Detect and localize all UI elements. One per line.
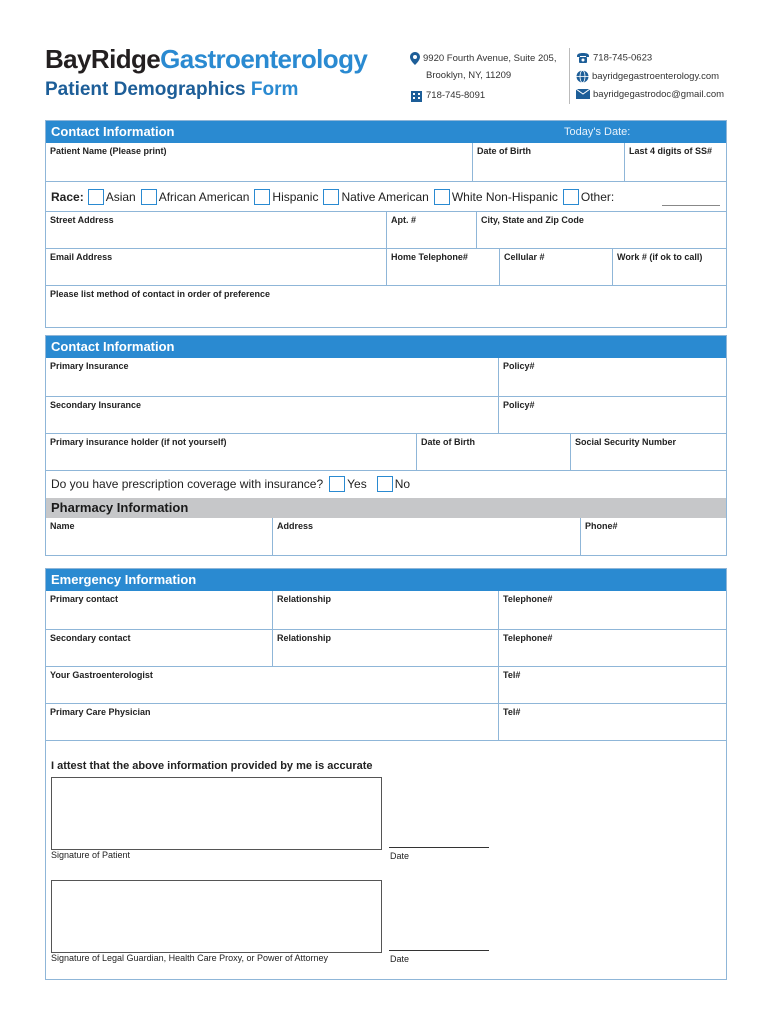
secondary-policy-field[interactable] xyxy=(498,397,727,434)
rx-checkbox-yes[interactable] xyxy=(329,476,345,492)
email-label: Email Address xyxy=(50,252,113,262)
primary-policy-field[interactable] xyxy=(498,358,727,396)
insurance-holder-field[interactable] xyxy=(46,434,416,471)
work-phone-label: Work # (if ok to call) xyxy=(617,252,703,262)
patient-name-field[interactable] xyxy=(46,143,472,181)
gastroenterologist-row xyxy=(46,666,726,704)
envelope-icon xyxy=(576,89,590,99)
ssn-last4-label: Last 4 digits of SS# xyxy=(629,146,713,156)
fax-line xyxy=(410,89,485,102)
logo-part-2: Gastroenterology xyxy=(160,44,368,74)
primary-contact-row xyxy=(46,591,726,629)
race-options xyxy=(51,189,619,205)
address-row xyxy=(46,211,726,249)
pharmacy-phone-field[interactable] xyxy=(580,518,727,555)
secondary-contact-row xyxy=(46,629,726,667)
city-state-zip-label: City, State and Zip Code xyxy=(481,215,584,225)
emergency-information-section xyxy=(45,568,727,980)
secondary-telephone-label: Telephone# xyxy=(503,633,553,643)
pharmacy-address-label: Address xyxy=(277,521,314,531)
apt-label: Apt. # xyxy=(391,215,417,225)
prescription-coverage-row xyxy=(46,470,726,499)
patient-date-line[interactable] xyxy=(389,847,489,848)
secondary-relationship-field[interactable] xyxy=(272,630,499,667)
race-option-label: African American xyxy=(158,190,250,204)
secondary-insurance-label: Secondary Insurance xyxy=(50,400,142,410)
insurance-section xyxy=(45,335,727,556)
race-other-line[interactable] xyxy=(662,205,720,206)
insurance-section-header xyxy=(46,336,726,358)
contact-method-field[interactable] xyxy=(46,286,726,328)
pharmacy-name-field[interactable] xyxy=(46,518,272,555)
pcp-label: Primary Care Physician xyxy=(50,707,151,717)
contact-section-header xyxy=(46,121,726,143)
prescription-options xyxy=(51,476,415,492)
insurance-holder-label: Primary insurance holder (if not yourself) xyxy=(50,437,227,447)
race-option-hispanic[interactable] xyxy=(254,189,318,205)
address-line-2: Brooklyn, NY, 11209 xyxy=(426,70,512,81)
primary-insurance-row xyxy=(46,358,726,396)
email-line xyxy=(576,89,724,101)
primary-insurance-field[interactable] xyxy=(46,358,498,396)
primary-contact-field[interactable] xyxy=(46,591,272,629)
primary-insurance-label: Primary Insurance xyxy=(50,361,129,371)
phone-icon xyxy=(576,52,590,64)
holder-dob-field[interactable] xyxy=(416,434,571,471)
guardian-signature-box[interactable] xyxy=(51,880,382,953)
rx-option-no[interactable] xyxy=(377,476,410,492)
logo-part-1: BayRidge xyxy=(45,44,161,74)
secondary-policy-label: Policy# xyxy=(503,400,535,410)
primary-telephone-label: Telephone# xyxy=(503,594,553,604)
race-label: Race: xyxy=(51,190,84,204)
race-option-asian[interactable] xyxy=(88,189,136,205)
patient-name-label: Patient Name (Please print) xyxy=(50,146,167,156)
holder-ssn-field[interactable] xyxy=(570,434,727,471)
pcp-tel-field[interactable] xyxy=(498,704,727,741)
emergency-section-header xyxy=(46,569,726,591)
contact-section-title: Contact Information xyxy=(51,124,175,139)
race-option-african-american[interactable] xyxy=(141,189,250,205)
secondary-contact-label: Secondary contact xyxy=(50,633,131,643)
primary-contact-label: Primary contact xyxy=(50,594,119,604)
secondary-insurance-row xyxy=(46,396,726,434)
race-option-label: Hispanic xyxy=(272,190,319,204)
todays-date-label: Today's Date: xyxy=(564,126,631,138)
race-checkbox-other[interactable] xyxy=(563,189,579,205)
patient-name-row xyxy=(46,143,726,181)
building-icon xyxy=(410,89,423,102)
rx-option-yes[interactable] xyxy=(329,476,367,492)
secondary-contact-field[interactable] xyxy=(46,630,272,667)
gastro-tel-field[interactable] xyxy=(498,667,727,704)
form-title-part-2: Form xyxy=(250,79,299,100)
dob-label: Date of Birth xyxy=(477,146,531,156)
location-pin-icon xyxy=(410,52,420,65)
work-phone-field[interactable] xyxy=(612,249,727,286)
rx-yes-label: Yes xyxy=(347,477,367,491)
header-divider xyxy=(569,48,570,104)
pharmacy-address-field[interactable] xyxy=(272,518,581,555)
guardian-signature-label: Signature of Legal Guardian, Health Care Proxy, or Power of Attorney xyxy=(51,953,328,963)
holder-dob-label: Date of Birth xyxy=(421,437,475,447)
attestation-area xyxy=(46,740,726,980)
race-checkbox-white[interactable] xyxy=(434,189,450,205)
primary-relationship-label: Relationship xyxy=(277,594,332,604)
pharmacy-name-label: Name xyxy=(50,521,75,531)
pharmacy-row xyxy=(46,518,726,555)
cellular-label: Cellular # xyxy=(504,252,545,262)
rx-checkbox-no[interactable] xyxy=(377,476,393,492)
phone-line xyxy=(576,52,652,65)
insurance-section-title: Contact Information xyxy=(51,339,175,354)
gastroenterologist-field[interactable] xyxy=(46,667,498,704)
gastro-tel-label: Tel# xyxy=(503,670,521,680)
primary-telephone-field[interactable] xyxy=(498,591,727,629)
race-checkbox-native-american[interactable] xyxy=(323,189,339,205)
secondary-telephone-field[interactable] xyxy=(498,630,727,667)
address-street: 9920 Fourth Avenue, Suite 205, xyxy=(423,53,557,65)
patient-date-label: Date xyxy=(390,851,410,861)
street-address-label: Street Address xyxy=(50,215,114,225)
race-row xyxy=(46,181,726,212)
phone-email-row xyxy=(46,248,726,286)
fax-number: 718-745-8091 xyxy=(426,90,486,102)
rx-no-label: No xyxy=(394,477,411,491)
race-option-label: Other: xyxy=(580,190,615,204)
primary-policy-label: Policy# xyxy=(503,361,535,371)
patient-signature-label: Signature of Patient xyxy=(51,850,131,860)
form-title xyxy=(45,78,298,102)
globe-icon xyxy=(576,70,589,83)
website-url[interactable]: bayridgegastroenterology.com xyxy=(592,71,720,83)
race-option-label: Asian xyxy=(105,190,136,204)
prescription-question: Do you have prescription coverage with insurance? xyxy=(51,477,324,491)
email-field[interactable] xyxy=(46,249,386,286)
pharmacy-header xyxy=(46,498,726,518)
pcp-field[interactable] xyxy=(46,704,498,741)
pharmacy-title: Pharmacy Information xyxy=(51,500,189,515)
race-checkbox-african-american[interactable] xyxy=(141,189,157,205)
home-telephone-label: Home Telephone# xyxy=(391,252,468,262)
street-address-field[interactable] xyxy=(46,212,386,249)
address-line-1 xyxy=(410,52,556,65)
apt-field[interactable] xyxy=(386,212,477,249)
ssn-last4-field[interactable] xyxy=(624,143,727,181)
primary-relationship-field[interactable] xyxy=(272,591,499,629)
race-option-label: White Non-Hispanic xyxy=(451,190,558,204)
emergency-section-title: Emergency Information xyxy=(51,572,197,587)
race-option-label: Native American xyxy=(341,190,429,204)
holder-ssn-label: Social Security Number xyxy=(575,437,677,447)
secondary-insurance-field[interactable] xyxy=(46,397,498,434)
guardian-date-label: Date xyxy=(390,954,410,964)
patient-signature-box[interactable] xyxy=(51,777,382,850)
gastroenterologist-label: Your Gastroenterologist xyxy=(50,670,153,680)
race-option-native-american[interactable] xyxy=(323,189,428,205)
email-address[interactable]: bayridgegastrodoc@gmail.com xyxy=(593,89,725,100)
pcp-row xyxy=(46,703,726,741)
guardian-date-line[interactable] xyxy=(389,950,489,951)
cellular-field[interactable] xyxy=(499,249,613,286)
dob-field[interactable] xyxy=(472,143,625,181)
brand-logo xyxy=(45,44,367,74)
phone-number: 718-745-0623 xyxy=(593,52,653,64)
race-option-other[interactable] xyxy=(563,189,614,205)
secondary-relationship-label: Relationship xyxy=(277,633,332,643)
insurance-holder-row xyxy=(46,433,726,471)
website-line xyxy=(576,70,719,83)
contact-method-label: Please list method of contact in order of preference xyxy=(50,289,271,299)
home-telephone-field[interactable] xyxy=(386,249,500,286)
form-title-part-1: Patient Demographics xyxy=(45,79,246,100)
pharmacy-phone-label: Phone# xyxy=(585,521,618,531)
pcp-tel-label: Tel# xyxy=(503,707,521,717)
race-checkbox-asian[interactable] xyxy=(88,189,104,205)
contact-method-row xyxy=(46,285,726,328)
race-option-white[interactable] xyxy=(434,189,558,205)
contact-information-section xyxy=(45,120,727,328)
city-state-zip-field[interactable] xyxy=(476,212,727,249)
race-checkbox-hispanic[interactable] xyxy=(254,189,270,205)
attestation-text: I attest that the above information provided by me is accurate xyxy=(51,760,373,772)
